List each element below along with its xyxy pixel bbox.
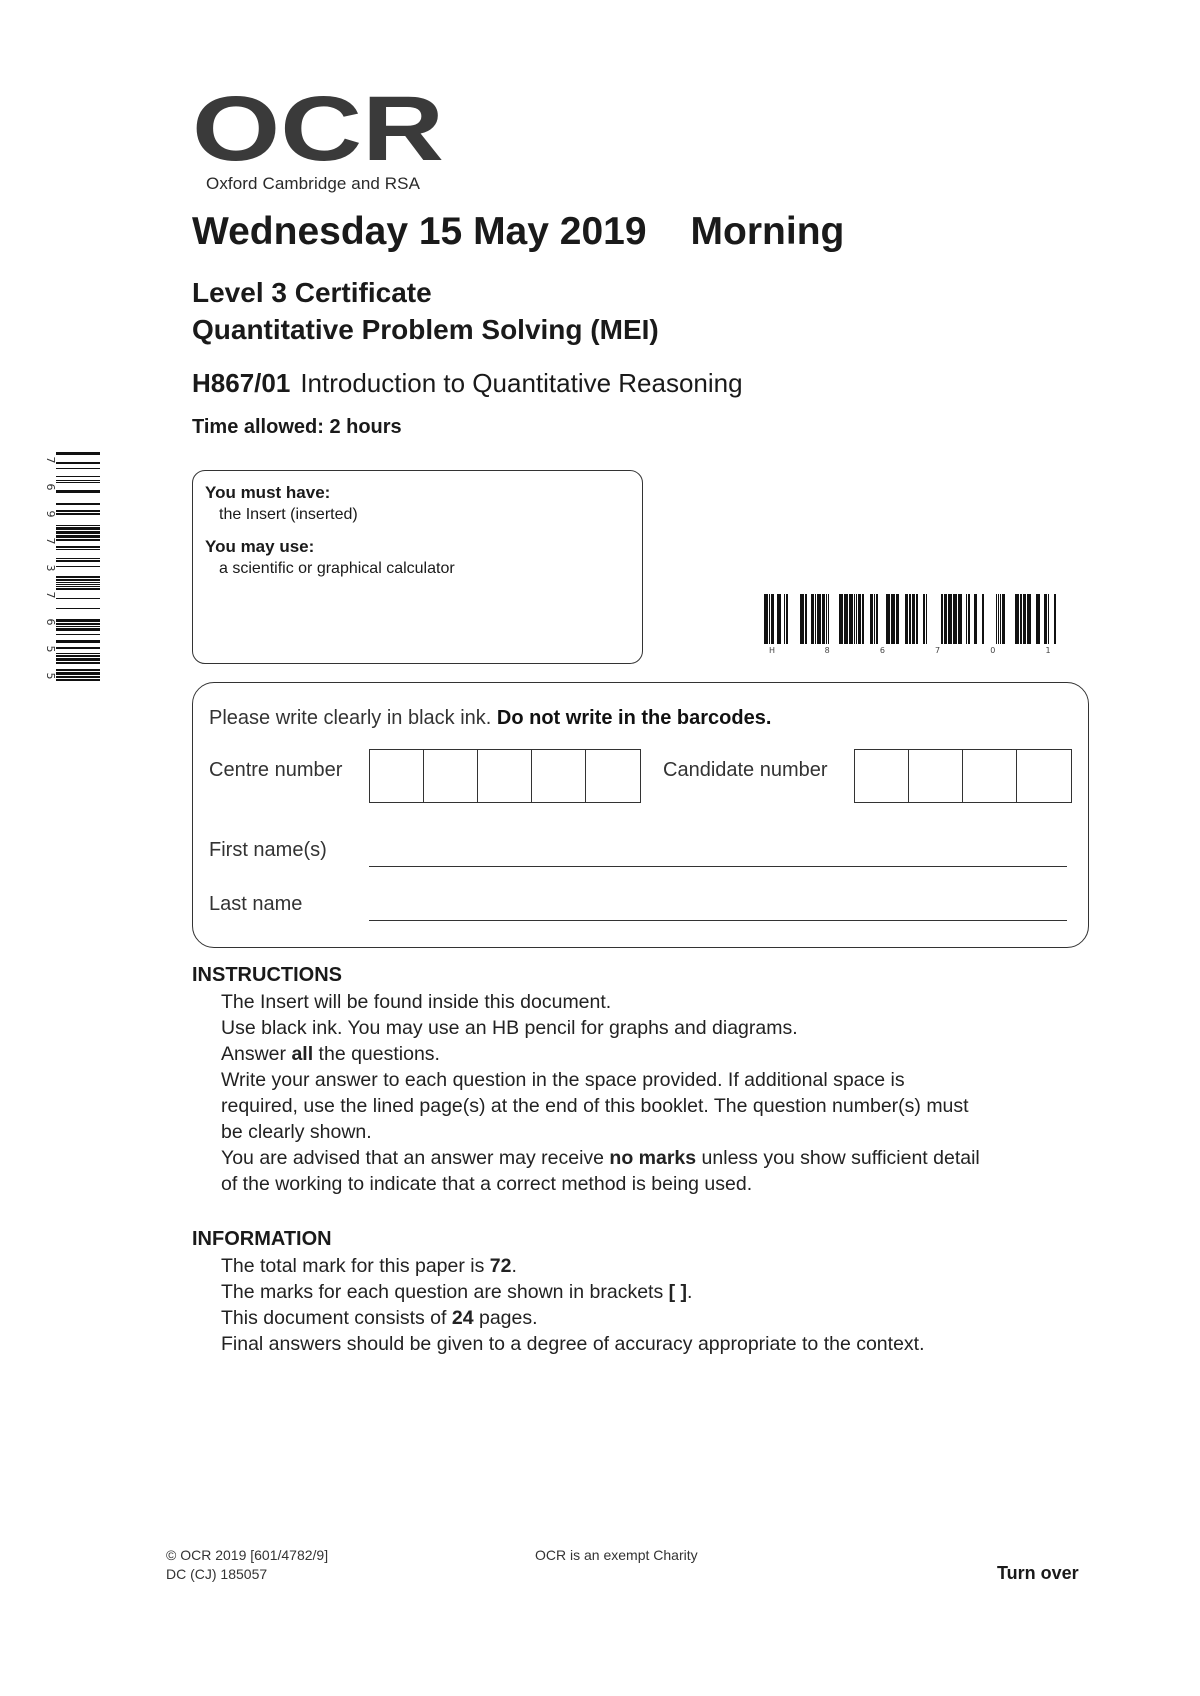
barcode-bar (56, 510, 100, 512)
last-name-line[interactable] (369, 920, 1067, 921)
footer-left (166, 1546, 328, 1584)
barcode-bar (1054, 594, 1056, 644)
barcode-bar (839, 594, 843, 644)
barcode-bar (849, 594, 853, 644)
logo-subtitle: Oxford Cambridge and RSA (206, 174, 421, 193)
barcode-digit: 7 (44, 591, 57, 599)
centre-number-label: Centre number (209, 759, 343, 781)
information-line: This document consists of 24 pages. (221, 1307, 538, 1329)
barcode-digit: 6 (44, 483, 57, 491)
candidate-intro-bold: Do not write in the barcodes. (496, 707, 772, 729)
centre-digit-box[interactable] (532, 750, 586, 802)
barcode-bar (1036, 594, 1040, 644)
barcode-bar (1048, 594, 1049, 644)
barcode-bar (56, 558, 100, 559)
centre-number-boxes[interactable] (369, 749, 641, 803)
barcode-bar (982, 594, 984, 644)
candidate-instructions (209, 707, 771, 730)
barcode-bar (800, 594, 804, 644)
instruction-line: Use black ink. You may use an HB pencil for graphs and diagrams. (221, 1017, 798, 1039)
barcode-bar (56, 527, 100, 530)
barcode-bar (56, 549, 100, 550)
candidate-intro-text: Please write clearly in black ink. (209, 707, 492, 729)
barcode-bar (856, 594, 857, 644)
barcode-bar (826, 594, 827, 644)
barcode-bar (56, 579, 100, 581)
barcode-bar (896, 594, 899, 644)
information-line: The total mark for this paper is 72. (221, 1255, 517, 1277)
barcode-bar (56, 619, 100, 622)
barcode-bar (56, 480, 100, 481)
barcode-bar (905, 594, 908, 644)
barcode-bar (769, 594, 770, 644)
barcode-bar (56, 535, 100, 538)
must-have-value: the Insert (inserted) (219, 506, 358, 523)
barcode-bar (817, 594, 821, 644)
qualification-name: Quantitative Problem Solving (MEI) (192, 314, 659, 345)
barcode-bar (56, 672, 100, 675)
barcode-bar (941, 594, 943, 644)
exam-session: Morning (690, 210, 845, 253)
barcode-bar (56, 539, 100, 541)
barcode-bar (56, 608, 100, 609)
charity-text: OCR is an exempt Charity (535, 1547, 698, 1563)
barcode-digit: 6 (879, 646, 885, 654)
barcode-digit: H (768, 646, 776, 654)
barcode-bar (953, 594, 957, 644)
paper-barcode (764, 594, 1056, 654)
barcode-bar (822, 594, 825, 644)
barcode-bar (1027, 594, 1031, 644)
barcode-bar (948, 594, 952, 644)
barcode-bar (56, 584, 100, 585)
candidate-number-boxes[interactable] (854, 749, 1072, 803)
information-list (221, 1253, 925, 1357)
barcode-bar (56, 482, 100, 483)
barcode-bar (56, 598, 100, 599)
barcode-digit: 7 (44, 456, 57, 464)
barcode-bar (966, 594, 967, 644)
barcode-bar (56, 476, 100, 477)
barcode-digit: 5 (44, 645, 57, 653)
candidate-digit-box[interactable] (1017, 750, 1071, 802)
exam-date: Wednesday 15 May 2019 (192, 210, 647, 253)
candidate-digit-box[interactable] (963, 750, 1017, 802)
instructions-list (221, 989, 980, 1197)
barcode-bar (56, 669, 100, 671)
barcode-bar (784, 594, 785, 644)
barcode-bar (56, 452, 100, 455)
barcode-bar (56, 560, 100, 562)
barcode-bar (56, 468, 100, 469)
barcode-bar (926, 594, 927, 644)
barcode-bar (56, 676, 100, 678)
last-name-label: Last name (209, 893, 303, 915)
barcode-bar (858, 594, 861, 644)
information-heading: INFORMATION (192, 1228, 332, 1250)
turn-over-text: Turn over (997, 1563, 1079, 1583)
must-have-label: You must have: (205, 483, 331, 502)
barcode-bar (1020, 594, 1022, 644)
barcode-bar (56, 658, 100, 661)
centre-digit-box[interactable] (370, 750, 424, 802)
barcode-bar (1000, 594, 1001, 644)
unit-code: H867/01 (192, 368, 291, 398)
instruction-line: The Insert will be found inside this document. (221, 991, 612, 1013)
barcode-bar (56, 586, 100, 587)
candidate-number-label: Candidate number (663, 759, 828, 781)
barcode-bar (1044, 594, 1047, 644)
barcode-bar (844, 594, 848, 644)
barcode-bar (1015, 594, 1019, 644)
ocr-logo (192, 88, 452, 200)
barcode-bar (56, 653, 100, 654)
barcode-bar (862, 594, 864, 644)
barcode-bar (909, 594, 911, 644)
instruction-line: required, use the lined page(s) at the end of this booklet. The question number(s) must (221, 1095, 969, 1117)
barcode-bar (912, 594, 915, 644)
barcode-bar (56, 662, 100, 664)
barcode-bar (923, 594, 925, 644)
instructions-heading: INSTRUCTIONS (192, 964, 342, 986)
barcode-bar (886, 594, 890, 644)
barcode-bar (786, 594, 788, 644)
barcode-digit: 0 (990, 646, 996, 654)
barcode-bar (771, 594, 774, 644)
barcode-bar (56, 503, 100, 505)
ocr-logo-mark (192, 88, 452, 168)
barcode-bar (56, 634, 100, 635)
barcode-bar (876, 594, 878, 644)
barcode-digit: 7 (44, 537, 57, 545)
qualification-title (192, 274, 659, 348)
barcode-bar (974, 594, 977, 644)
instruction-line: be clearly shown. (221, 1121, 372, 1143)
barcode-bar (56, 655, 100, 657)
information-line: The marks for each question are shown in brackets [ ]. (221, 1281, 693, 1303)
document-reference: DC (CJ) 185057 (166, 1566, 268, 1582)
instruction-line: Write your answer to each question in the space provided. If additional space is (221, 1069, 905, 1091)
barcode-bar (56, 576, 100, 578)
instruction-line: Answer all the questions. (221, 1043, 440, 1065)
instruction-line: of the working to indicate that a correct method is being used. (221, 1173, 753, 1195)
first-name-label: First name(s) (209, 839, 327, 861)
centre-digit-box[interactable] (478, 750, 532, 802)
barcode-bar (56, 531, 100, 534)
barcode-bar (56, 626, 100, 627)
barcode-bar (968, 594, 970, 644)
barcode-digit: 3 (44, 564, 57, 572)
barcode-bar (996, 594, 997, 644)
barcode-bar (56, 582, 100, 583)
barcode-bar (854, 594, 855, 644)
barcode-digit: 8 (824, 646, 830, 654)
unit-name: Introduction to Quantitative Reasoning (300, 368, 743, 398)
exam-date-title (192, 210, 844, 254)
barcode-digit: 9 (44, 510, 57, 518)
barcode-bar (56, 588, 100, 590)
barcode-bar (916, 594, 918, 644)
barcode-bar (56, 566, 100, 567)
barcode-bar (56, 513, 100, 515)
may-use-value: a scientific or graphical calculator (219, 560, 455, 577)
barcode-bar (805, 594, 807, 644)
barcode-bar (777, 594, 781, 644)
barcode-bar (56, 546, 100, 548)
barcode-bar (870, 594, 873, 644)
time-allowed: Time allowed: 2 hours (192, 416, 402, 438)
barcode-bar (56, 647, 100, 649)
barcode-digit: 7 (935, 646, 941, 654)
barcode-bar (874, 594, 875, 644)
barcode-bar (944, 594, 947, 644)
barcode-digit: 5 (44, 672, 57, 680)
side-barcode (42, 452, 100, 684)
qualification-level: Level 3 Certificate (192, 277, 432, 308)
barcode-bar (828, 594, 829, 644)
barcode-bar (811, 594, 814, 644)
equipment-box (192, 470, 643, 664)
barcode-bar (56, 640, 100, 643)
barcode-bar (1023, 594, 1026, 644)
barcode-bar (891, 594, 895, 644)
barcode-bar (56, 679, 100, 681)
centre-digit-box[interactable] (424, 750, 478, 802)
candidate-digit-box[interactable] (909, 750, 963, 802)
barcode-digit: 1 (1045, 646, 1051, 654)
candidate-details-box (192, 682, 1089, 948)
svg-text:OCR: OCR (192, 88, 444, 168)
barcode-bar (56, 623, 100, 625)
copyright-text: © OCR 2019 [601/4782/9] (166, 1547, 329, 1563)
unit-title (192, 368, 743, 399)
barcode-digit: 6 (44, 618, 57, 626)
barcode-bar (56, 462, 100, 464)
first-name-line[interactable] (369, 866, 1067, 867)
barcode-bar (1002, 594, 1005, 644)
barcode-bar (56, 490, 100, 493)
information-line: Final answers should be given to a degree of accuracy appropriate to the context. (221, 1333, 925, 1355)
barcode-bar (958, 594, 962, 644)
instruction-line: You are advised that an answer may receive no marks unless you show sufficient detail (221, 1147, 980, 1169)
barcode-bar (56, 525, 100, 526)
candidate-digit-box[interactable] (855, 750, 909, 802)
barcode-bar (815, 594, 816, 644)
barcode-bar (56, 628, 100, 631)
centre-digit-box[interactable] (586, 750, 640, 802)
barcode-bar (764, 594, 768, 644)
may-use-label: You may use: (205, 537, 315, 556)
barcode-bar (998, 594, 999, 644)
